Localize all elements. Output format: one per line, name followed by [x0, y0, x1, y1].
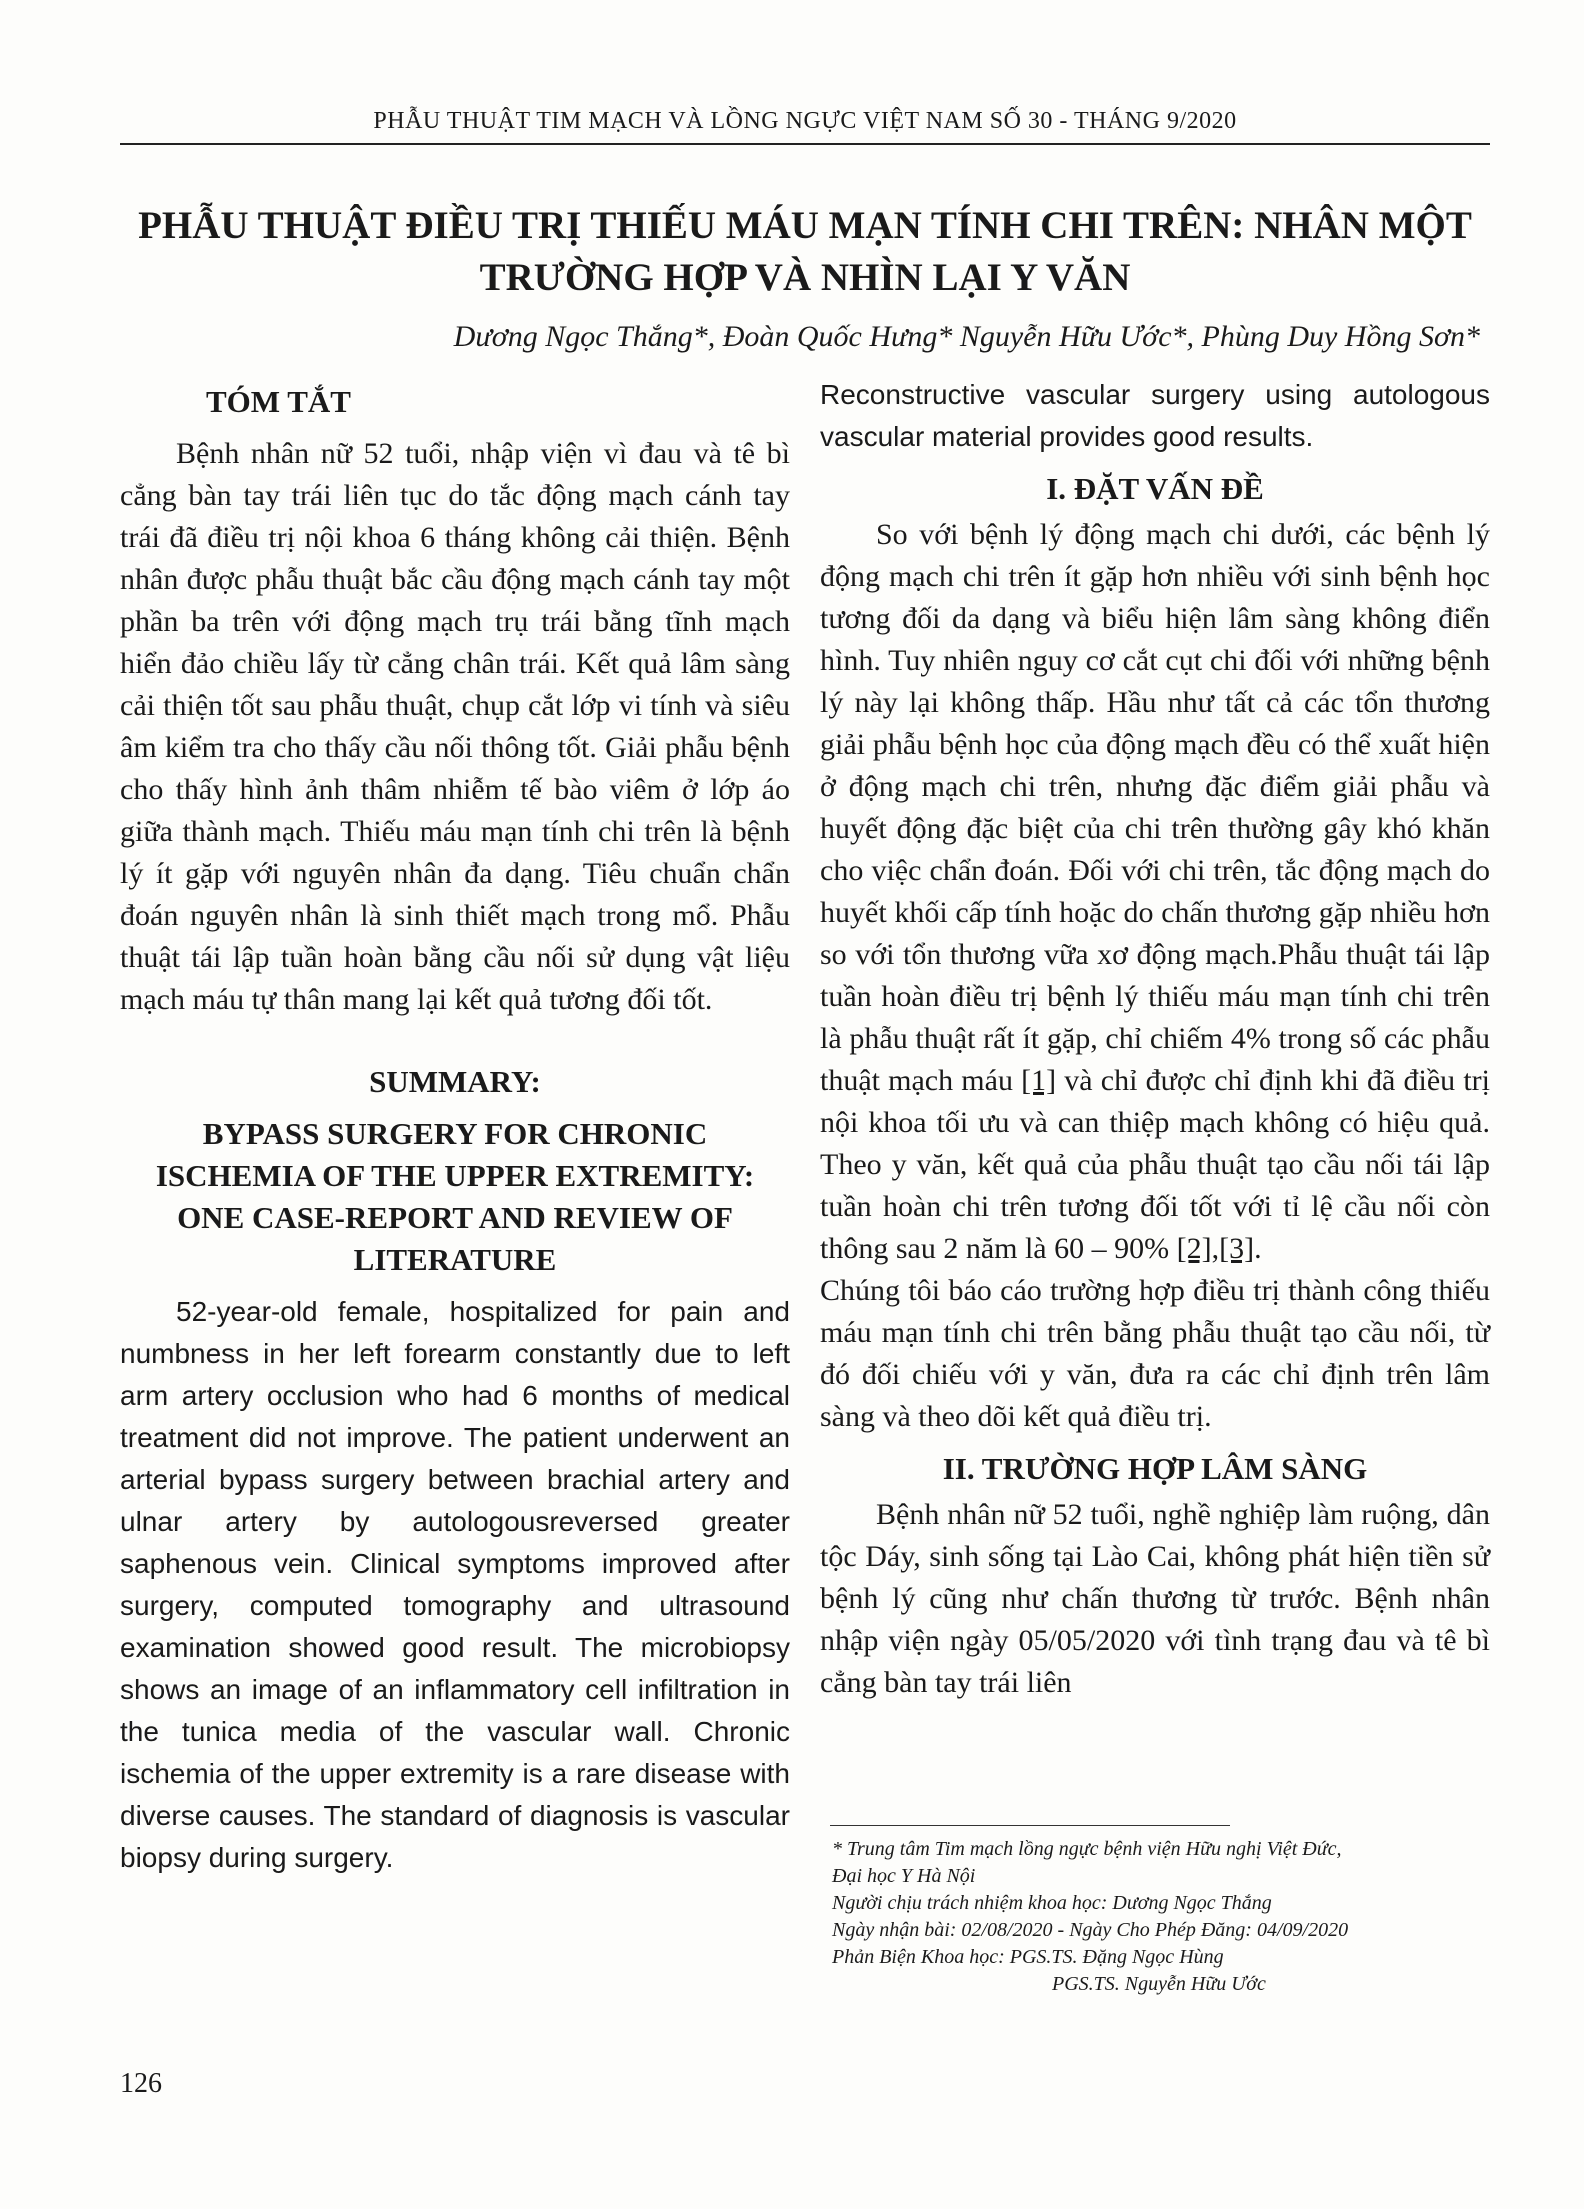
section-1-paragraph-2: Chúng tôi báo cáo trường hợp điều trị thành công thiếu máu mạn tính chi trên bằng phẫu thuật tạo cầu nối, từ đó đối chiếu với y văn, đưa ra các chỉ định trên lâm sàng và theo dõi kết quả điều trị. — [820, 1274, 1490, 1433]
summary-title-line-4: LITERATURE — [353, 1242, 557, 1277]
footnote-dates: Ngày nhận bài: 02/08/2020 - Ngày Cho Phép Đăng: 04/09/2020 — [832, 1919, 1349, 1941]
author-list: Dương Ngọc Thắng*, Đoàn Quốc Hưng* Nguyễn Hữu Ước*, Phùng Duy Hồng Sơn* — [453, 320, 1480, 353]
header-rule — [120, 143, 1490, 145]
running-header: PHẪU THUẬT TIM MẠCH VÀ LỒNG NGỰC VIỆT NAM SỐ 30 - THÁNG 9/2020 — [373, 108, 1237, 134]
footnote-responsible: Người chịu trách nhiệm khoa học: Dương Ngọc Thắng — [832, 1892, 1272, 1914]
summary-body: 52-year-old female, hospitalized for pain and numbness in her left forearm constantly due to left arm artery occlusion who had 6 months of medical treatment did not improve. The patient underwent an arterial bypass surgery between brachial artery and ulnar artery by autologousreversed greater saphenous vein. Clinical symptoms improved after surgery, computed tomography and ultrasound examination showed good result. The microbiopsy shows an image of an inflammatory cell infiltration in the tunica media of the vascular wall. Chronic ischemia of the upper extremity is a rare disease with diverse causes. The standard of diagnosis is vascular biopsy during surgery. — [120, 1296, 790, 1873]
page-number: 126 — [120, 2068, 162, 2099]
footnote-reviewers: Phản Biện Khoa học: PGS.TS. Đặng Ngọc Hùng — [832, 1946, 1224, 1968]
section-1-text-c: . — [1254, 1232, 1262, 1265]
reference-3-link[interactable]: [3] — [1219, 1232, 1255, 1265]
summary-title-line-3: ONE CASE-REPORT AND REVIEW OF — [177, 1200, 733, 1235]
right-column — [820, 374, 1490, 1704]
footnote-rule — [830, 1825, 1230, 1826]
reference-separator: , — [1211, 1232, 1220, 1265]
title-line-2: TRƯỜNG HỢP VÀ NHÌN LẠI Y VĂN — [479, 256, 1131, 299]
footnote-reviewer-2: PGS.TS. Nguyễn Hữu Ước — [1052, 1973, 1266, 1995]
summary-heading: SUMMARY: — [369, 1064, 541, 1099]
summary-title — [120, 1113, 790, 1281]
section-2-heading: II. TRƯỜNG HỢP LÂM SÀNG — [942, 1451, 1368, 1486]
reference-1-link[interactable]: [1] — [1021, 1064, 1057, 1097]
footnotes — [832, 1836, 1492, 1998]
section-1-paragraph-1 — [820, 514, 1490, 1270]
left-column — [120, 381, 790, 1879]
summary-continuation: Reconstructive vascular surgery using autologous vascular material provides good results. — [820, 379, 1490, 452]
title-line-1: PHẪU THUẬT ĐIỀU TRỊ THIẾU MÁU MẠN TÍNH CHI TRÊN: NHÂN MỘT — [138, 204, 1472, 247]
abstract-heading: TÓM TẮT — [206, 384, 351, 419]
summary-title-line-2: ISCHEMIA OF THE UPPER EXTREMITY: — [155, 1158, 755, 1193]
section-1-text-a: So với bệnh lý động mạch chi dưới, các bệnh lý động mạch chi trên ít gặp hơn nhiều với sinh bệnh học tương đối da dạng và biểu hiện lâm sàng không điển hình. Tuy nhiên nguy cơ cắt cụt chi đối với những bệnh lý này lại không thấp. Hầu như tất cả các tổn thương giải phẫu bệnh học của động mạch đều có thể xuất hiện ở động mạch chi trên, nhưng đặc điểm giải phẫu và huyết động đặc biệt của chi trên thường gây khó khăn cho việc chẩn đoán. Đối với chi trên, tắc động mạch do huyết khối cấp tính hoặc do chấn thương gặp nhiều hơn so với tổn thương vữa xơ động mạch.Phẫu thuật tái lập tuần hoàn điều trị bệnh lý thiếu máu mạn tính chi trên là phẫu thuật rất ít gặp, chỉ chiếm 4% trong số các phẫu thuật mạch máu — [820, 518, 1490, 1097]
footnote-affiliation: * Trung tâm Tim mạch lồng ngực bệnh viện Hữu nghị Việt Đức, — [832, 1838, 1342, 1860]
footnote-affiliation-2: Đại học Y Hà Nội — [832, 1865, 976, 1887]
section-1-text-b: và chỉ được chỉ định khi đã điều trị nội khoa tối ưu và can thiệp mạch không có hiệu quả. Theo y văn, kết quả của phẫu thuật tạo cầu nối tái lập tuần hoàn chi trên tương đối tốt với tỉ lệ cầu nối còn thông sau 2 năm là 60 – 90% — [820, 1064, 1490, 1265]
reference-2-link[interactable]: [2] — [1176, 1232, 1212, 1265]
section-2-paragraph: Bệnh nhân nữ 52 tuổi, nghề nghiệp làm ruộng, dân tộc Dáy, sinh sống tại Lào Cai, không phát hiện tiền sử bệnh lý cũng như chấn thương từ trước. Bệnh nhân nhập viện ngày 05/05/2020 với tình trạng đau và tê bì cẳng bàn tay trái liên — [820, 1498, 1490, 1699]
article-title — [120, 200, 1490, 304]
summary-title-line-1: BYPASS SURGERY FOR CHRONIC — [202, 1116, 708, 1151]
abstract-body: Bệnh nhân nữ 52 tuổi, nhập viện vì đau và tê bì cẳng bàn tay trái liên tục do tắc động mạch cánh tay trái đã điều trị nội khoa 6 tháng không cải thiện. Bệnh nhân được phẫu thuật bắc cầu động mạch cánh tay một phần ba trên với động mạch trụ trái bằng tĩnh mạch hiển đảo chiều lấy từ cẳng chân trái. Kết quả lâm sàng cải thiện tốt sau phẫu thuật, chụp cắt lớp vi tính và siêu âm kiểm tra cho thấy cầu nối thông tốt. Giải phẫu bệnh cho thấy hình ảnh thâm nhiễm tế bào viêm ở lớp áo giữa thành mạch. Thiếu máu mạn tính chi trên là bệnh lý ít gặp với nguyên nhân đa dạng. Tiêu chuẩn chẩn đoán nguyên nhân là sinh thiết mạch trong mổ. Phẫu thuật tái lập tuần hoàn bằng cầu nối sử dụng vật liệu mạch máu tự thân mang lại kết quả tương đối tốt. — [120, 437, 790, 1016]
section-1-heading: I. ĐẶT VẤN ĐỀ — [1046, 471, 1264, 506]
